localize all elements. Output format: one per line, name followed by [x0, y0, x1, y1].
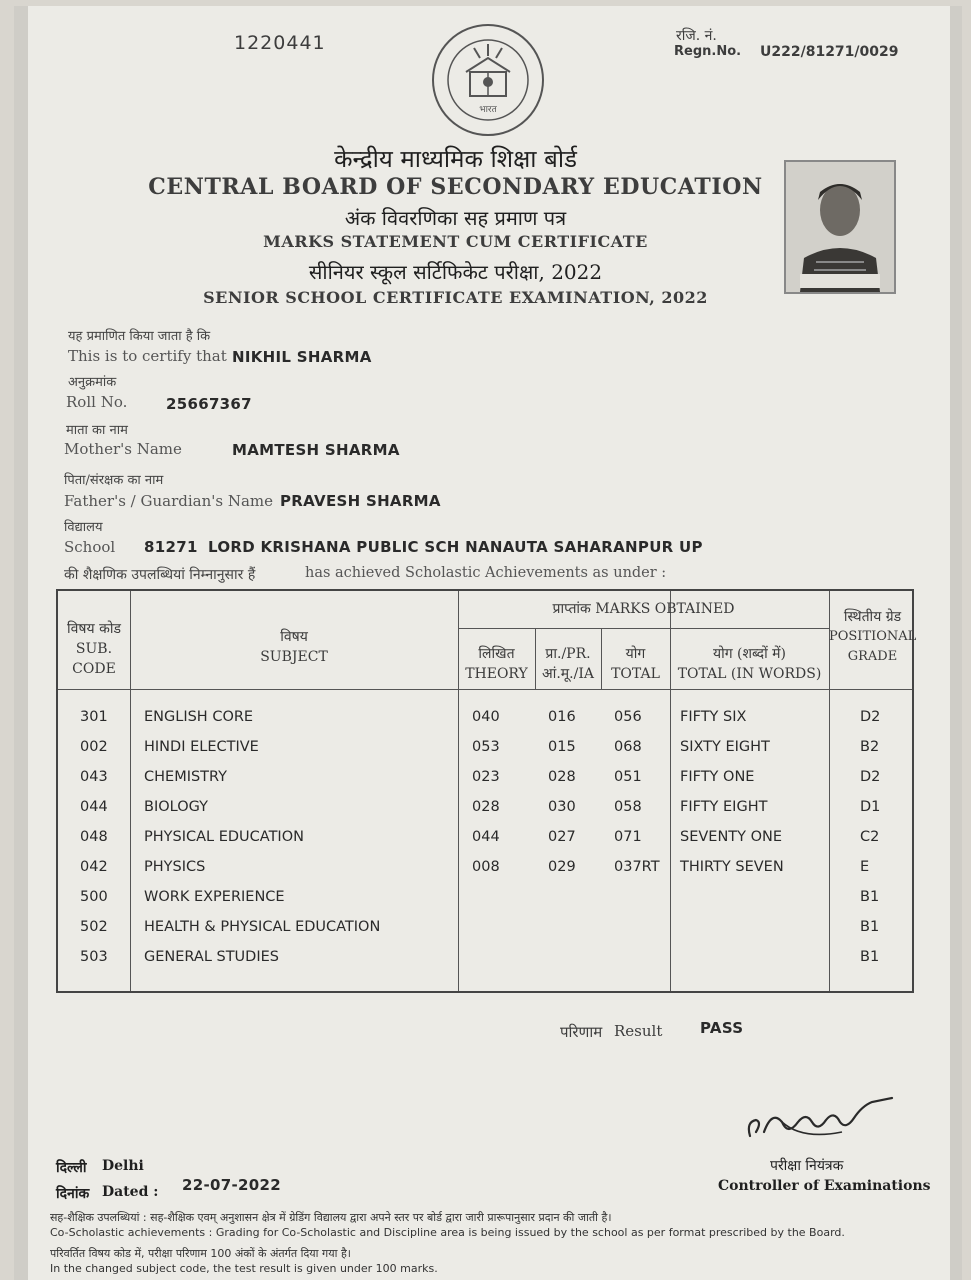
emblem-text: भारत — [479, 105, 497, 115]
col-subject-hindi: विषय — [280, 629, 308, 645]
controller-label-hindi: परीक्षा नियंत्रक — [770, 1158, 844, 1174]
regn-label-hindi: रजि. नं. — [676, 28, 717, 44]
table-row — [58, 739, 916, 769]
row-total: 071 — [614, 829, 642, 845]
school-label-hindi: विद्यालय — [64, 520, 103, 535]
row-words: SIXTY EIGHT — [680, 739, 770, 755]
marks-obtained-hindi: प्राप्तांक — [552, 601, 591, 617]
row-total: 051 — [614, 769, 642, 785]
row-theory: 028 — [472, 799, 500, 815]
school-name: LORD KRISHANA PUBLIC SCH NANAUTA SAHARANPUR UP — [208, 538, 703, 556]
note-changed-code-hindi: परिवर्तित विषय कोड में, परीक्षा परिणाम 100 अंकों के अंतर्गत दिया गया है। — [50, 1247, 351, 1260]
row-code: 044 — [80, 799, 108, 815]
row-total: 068 — [614, 739, 642, 755]
row-total: 037RT — [614, 859, 660, 875]
row-subject: HEALTH & PHYSICAL EDUCATION — [144, 919, 381, 935]
row-grade: D2 — [860, 769, 881, 785]
exam-title: SENIOR SCHOOL CERTIFICATE EXAMINATION, 2022 — [203, 288, 708, 307]
dated-label-hindi: दिनांक — [56, 1186, 90, 1202]
col-pr: आं.मू./IA — [542, 666, 594, 682]
row-subject: BIOLOGY — [144, 799, 208, 815]
student-photo — [784, 160, 896, 294]
table-row — [58, 769, 916, 799]
row-grade: C2 — [860, 829, 880, 845]
result-value: PASS — [700, 1019, 744, 1037]
marks-table — [56, 589, 917, 993]
dated-label: Dated : — [102, 1184, 159, 1200]
controller-signature-icon — [742, 1092, 902, 1148]
row-theory: 023 — [472, 769, 500, 785]
mother-label-hindi: माता का नाम — [66, 423, 128, 438]
row-pr: 015 — [548, 739, 576, 755]
col-code-line2: CODE — [72, 661, 116, 677]
father-label: Father's / Guardian's Name — [64, 492, 273, 510]
achieved-label-hindi: की शैक्षणिक उपलब्धियां निम्नानुसार हैं — [64, 567, 256, 583]
row-words: FIFTY SIX — [680, 709, 747, 725]
row-code: 503 — [80, 949, 108, 965]
doc-title: MARKS STATEMENT CUM CERTIFICATE — [263, 232, 648, 251]
school-code: 81271 — [144, 538, 198, 556]
row-subject: PHYSICS — [144, 859, 206, 875]
table-row — [58, 949, 916, 979]
student-portrait-icon — [786, 162, 894, 292]
row-grade: B1 — [860, 919, 880, 935]
row-code: 002 — [80, 739, 108, 755]
serial-number: 1220441 — [234, 32, 326, 54]
certify-label: This is to certify that — [68, 347, 227, 365]
school-label: School — [64, 538, 116, 556]
father-label-hindi: पिता/संरक्षक का नाम — [64, 473, 164, 488]
row-theory: 008 — [472, 859, 500, 875]
col-grade-line1: POSITIONAL — [829, 629, 917, 644]
col-total-hindi: योग — [625, 646, 646, 662]
exam-title-hindi: सीनियर स्कूल सर्टिफिकेट परीक्षा, 2022 — [308, 260, 603, 284]
col-theory-hindi: लिखित — [478, 646, 515, 662]
certify-label-hindi: यह प्रमाणित किया जाता है कि — [68, 329, 211, 344]
cbse-emblem-icon — [428, 20, 548, 140]
row-theory: 040 — [472, 709, 500, 725]
row-theory: 044 — [472, 829, 500, 845]
table-row — [58, 859, 916, 889]
col-grade-hindi: स्थितीय ग्रेड — [843, 609, 902, 625]
row-subject: WORK EXPERIENCE — [144, 889, 285, 905]
row-subject: CHEMISTRY — [144, 769, 228, 785]
row-code: 043 — [80, 769, 108, 785]
mother-name: MAMTESH SHARMA — [232, 441, 400, 459]
row-grade: D1 — [860, 799, 881, 815]
student-name: NIKHIL SHARMA — [232, 348, 372, 366]
regn-number: U222/81271/0029 — [760, 44, 899, 60]
doc-title-hindi: अंक विवरणिका सह प्रमाण पत्र — [344, 206, 567, 230]
table-row — [58, 889, 916, 919]
col-code-line1: SUB. — [75, 641, 113, 657]
board-name-hindi: केन्द्रीय माध्यमिक शिक्षा बोर्ड — [334, 145, 577, 173]
table-row — [58, 829, 916, 859]
col-grade-line2: GRADE — [847, 649, 898, 664]
row-total: 058 — [614, 799, 642, 815]
roll-number: 25667367 — [166, 395, 252, 413]
row-total: 056 — [614, 709, 642, 725]
row-code: 042 — [80, 859, 108, 875]
achieved-label: has achieved Scholastic Achievements as under : — [305, 565, 667, 581]
row-subject: ENGLISH CORE — [144, 709, 254, 725]
row-words: FIFTY EIGHT — [680, 799, 768, 815]
row-words: SEVENTY ONE — [680, 829, 783, 845]
controller-label: Controller of Examinations — [718, 1178, 931, 1194]
row-subject: HINDI ELECTIVE — [144, 739, 259, 755]
col-code-hindi: विषय कोड — [67, 621, 121, 637]
col-pr-hindi: प्रा./PR. — [545, 646, 591, 662]
row-grade: D2 — [860, 709, 881, 725]
row-subject: PHYSICAL EDUCATION — [144, 829, 304, 845]
col-theory: THEORY — [465, 666, 528, 682]
issue-date: 22-07-2022 — [182, 1176, 281, 1194]
col-subject: SUBJECT — [260, 649, 328, 665]
row-code: 500 — [80, 889, 108, 905]
row-words: THIRTY SEVEN — [680, 859, 784, 875]
regn-label: Regn.No. — [674, 44, 742, 59]
roll-label: Roll No. — [66, 393, 128, 411]
row-words: FIFTY ONE — [680, 769, 755, 785]
row-theory: 053 — [472, 739, 500, 755]
marks-obtained: MARKS OBTAINED — [595, 601, 735, 617]
father-name: PRAVESH SHARMA — [280, 492, 441, 510]
row-pr: 029 — [548, 859, 576, 875]
row-pr: 028 — [548, 769, 576, 785]
row-code: 048 — [80, 829, 108, 845]
note-coscholastic-hindi: सह-शैक्षिक उपलब्धियां : सह-शैक्षिक एवम् अनुशासन क्षेत्र में ग्रेडिंग विद्यालय द्वारा अपने स्तर पर बोर्ड द्वारा जारी प्रारूपानुसार प्रदान की जाती है। — [50, 1211, 612, 1224]
row-grade: B1 — [860, 889, 880, 905]
row-grade: E — [860, 859, 870, 875]
row-subject: GENERAL STUDIES — [144, 949, 279, 965]
row-grade: B1 — [860, 949, 880, 965]
note-changed-code: In the changed subject code, the test result is given under 100 marks. — [50, 1262, 438, 1275]
board-name: CENTRAL BOARD OF SECONDARY EDUCATION — [148, 174, 763, 200]
mother-label: Mother's Name — [64, 440, 182, 458]
col-words-hindi: योग (शब्दों में) — [712, 646, 787, 662]
result-label: Result — [614, 1022, 663, 1040]
col-total: TOTAL — [611, 666, 660, 682]
roll-label-hindi: अनुक्रमांक — [68, 375, 117, 390]
row-code: 301 — [80, 709, 108, 725]
row-pr: 030 — [548, 799, 576, 815]
row-code: 502 — [80, 919, 108, 935]
place: Delhi — [102, 1158, 144, 1174]
col-words: TOTAL (IN WORDS) — [677, 666, 822, 682]
table-row — [58, 799, 916, 829]
table-row — [58, 709, 916, 739]
place-hindi: दिल्ली — [56, 1160, 87, 1176]
result-label-hindi: परिणाम — [560, 1023, 603, 1041]
row-pr: 016 — [548, 709, 576, 725]
note-coscholastic: Co-Scholastic achievements : Grading for Co-Scholastic and Discipline area is being issued by the school as per format prescribed by the Board. — [50, 1226, 845, 1239]
row-grade: B2 — [860, 739, 880, 755]
table-row — [58, 919, 916, 949]
row-pr: 027 — [548, 829, 576, 845]
